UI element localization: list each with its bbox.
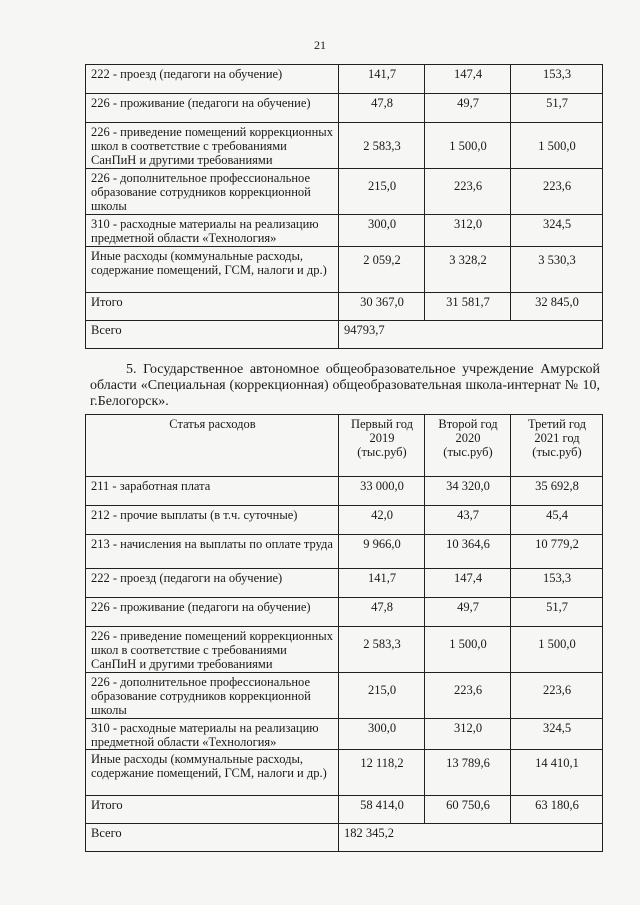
year1-value: 215,0 <box>339 673 425 719</box>
year3-value: 153,3 <box>511 569 603 598</box>
year1-value: 30 367,0 <box>339 293 425 321</box>
expense-item: Иные расходы (коммунальные расходы, содержание помещений, ГСМ, налоги и др.) <box>86 750 339 796</box>
year1-value: 12 118,2 <box>339 750 425 796</box>
year3-value: 14 410,1 <box>511 750 603 796</box>
year3-value: 51,7 <box>511 94 603 123</box>
table-row <box>86 94 603 123</box>
year3-value: 3 530,3 <box>511 247 603 293</box>
expense-item: 211 - заработная плата <box>86 477 339 506</box>
table-row <box>86 627 603 673</box>
year1-value: 58 414,0 <box>339 796 425 824</box>
expense-item: 226 - проживание (педагоги на обучение) <box>86 598 339 627</box>
year2-value: 49,7 <box>425 94 511 123</box>
table-row <box>86 673 603 719</box>
year1-value: 2 583,3 <box>339 627 425 673</box>
year2-value: 13 789,6 <box>425 750 511 796</box>
expense-item: 213 - начисления на выплаты по оплате труда <box>86 535 339 569</box>
table-row <box>86 169 603 215</box>
page-number: 21 <box>314 38 326 52</box>
year2-value: 49,7 <box>425 598 511 627</box>
year1-value: 47,8 <box>339 94 425 123</box>
table-row <box>86 215 603 247</box>
table-row <box>86 293 603 321</box>
year2-value: 34 320,0 <box>425 477 511 506</box>
total-row <box>86 321 603 349</box>
year1-value: 2 583,3 <box>339 123 425 169</box>
expense-item: 310 - расходные материалы на реализацию предметной области «Технология» <box>86 215 339 247</box>
year2-value: 3 328,2 <box>425 247 511 293</box>
year3-value: 32 845,0 <box>511 293 603 321</box>
expense-item: 226 - дополнительное профессиональное образование сотрудников коррекционной школы <box>86 673 339 719</box>
year2-value: 312,0 <box>425 719 511 750</box>
table-row <box>86 477 603 506</box>
expense-item: 310 - расходные материалы на реализацию предметной области «Технология» <box>86 719 339 750</box>
year2-value: 43,7 <box>425 506 511 535</box>
total-row <box>86 824 603 852</box>
expense-item: 226 - приведение помещений коррекционных школ в соответствие с требованиями СанПиН и другими требованиями <box>86 627 339 673</box>
year3-value: 223,6 <box>511 169 603 215</box>
year3-value: 51,7 <box>511 598 603 627</box>
column-header-year1: Первый год 2019 (тыс.руб) <box>339 415 425 477</box>
column-header-year3: Третий год 2021 год (тыс.руб) <box>511 415 603 477</box>
year3-value: 153,3 <box>511 65 603 94</box>
year2-value: 312,0 <box>425 215 511 247</box>
table-row <box>86 535 603 569</box>
year2-value: 1 500,0 <box>425 627 511 673</box>
year1-value: 141,7 <box>339 569 425 598</box>
total-label: Всего <box>86 321 339 349</box>
expense-item: 222 - проезд (педагоги на обучение) <box>86 65 339 94</box>
expense-item: 226 - приведение помещений коррекционных школ в соответствие с требованиями СанПиН и другими требованиями <box>86 123 339 169</box>
year1-value: 141,7 <box>339 65 425 94</box>
year3-value: 324,5 <box>511 719 603 750</box>
year2-value: 223,6 <box>425 169 511 215</box>
header-row <box>86 415 603 477</box>
expense-item: 226 - проживание (педагоги на обучение) <box>86 94 339 123</box>
year2-value: 31 581,7 <box>425 293 511 321</box>
year3-value: 223,6 <box>511 673 603 719</box>
table-row <box>86 247 603 293</box>
year2-value: 147,4 <box>425 65 511 94</box>
year3-value: 45,4 <box>511 506 603 535</box>
year1-value: 215,0 <box>339 169 425 215</box>
expense-item: Итого <box>86 293 339 321</box>
total-label: Всего <box>86 824 339 852</box>
year2-value: 10 364,6 <box>425 535 511 569</box>
year3-value: 63 180,6 <box>511 796 603 824</box>
section-heading: 5. Государственное автономное общеобразовательное учреждение Амурской области «Специальная (коррекционная) общеобразовательная школа-интернат № 10, г.Белогорск». <box>90 362 600 409</box>
year1-value: 42,0 <box>339 506 425 535</box>
year1-value: 9 966,0 <box>339 535 425 569</box>
year1-value: 47,8 <box>339 598 425 627</box>
table-row <box>86 65 603 94</box>
table-row <box>86 569 603 598</box>
year2-value: 147,4 <box>425 569 511 598</box>
expense-item: 226 - дополнительное профессиональное образование сотрудников коррекционной школы <box>86 169 339 215</box>
year3-value: 10 779,2 <box>511 535 603 569</box>
budget-table-continued <box>85 64 603 349</box>
year2-value: 1 500,0 <box>425 123 511 169</box>
column-header-item: Статья расходов <box>86 415 339 477</box>
year3-value: 324,5 <box>511 215 603 247</box>
year1-value: 300,0 <box>339 719 425 750</box>
expense-item: Иные расходы (коммунальные расходы, содержание помещений, ГСМ, налоги и др.) <box>86 247 339 293</box>
table-row <box>86 719 603 750</box>
expense-item: Итого <box>86 796 339 824</box>
table-row <box>86 750 603 796</box>
total-value: 182 345,2 <box>339 824 603 852</box>
year2-value: 223,6 <box>425 673 511 719</box>
year2-value: 60 750,6 <box>425 796 511 824</box>
table-row <box>86 796 603 824</box>
year1-value: 300,0 <box>339 215 425 247</box>
year3-value: 1 500,0 <box>511 123 603 169</box>
expense-item: 212 - прочие выплаты (в т.ч. суточные) <box>86 506 339 535</box>
year3-value: 1 500,0 <box>511 627 603 673</box>
column-header-year2: Второй год 2020 (тыс.руб) <box>425 415 511 477</box>
expense-item: 222 - проезд (педагоги на обучение) <box>86 569 339 598</box>
table-row <box>86 123 603 169</box>
year3-value: 35 692,8 <box>511 477 603 506</box>
year1-value: 33 000,0 <box>339 477 425 506</box>
table-row <box>86 506 603 535</box>
year1-value: 2 059,2 <box>339 247 425 293</box>
table-row <box>86 598 603 627</box>
budget-table <box>85 414 603 852</box>
total-value: 94793,7 <box>339 321 603 349</box>
